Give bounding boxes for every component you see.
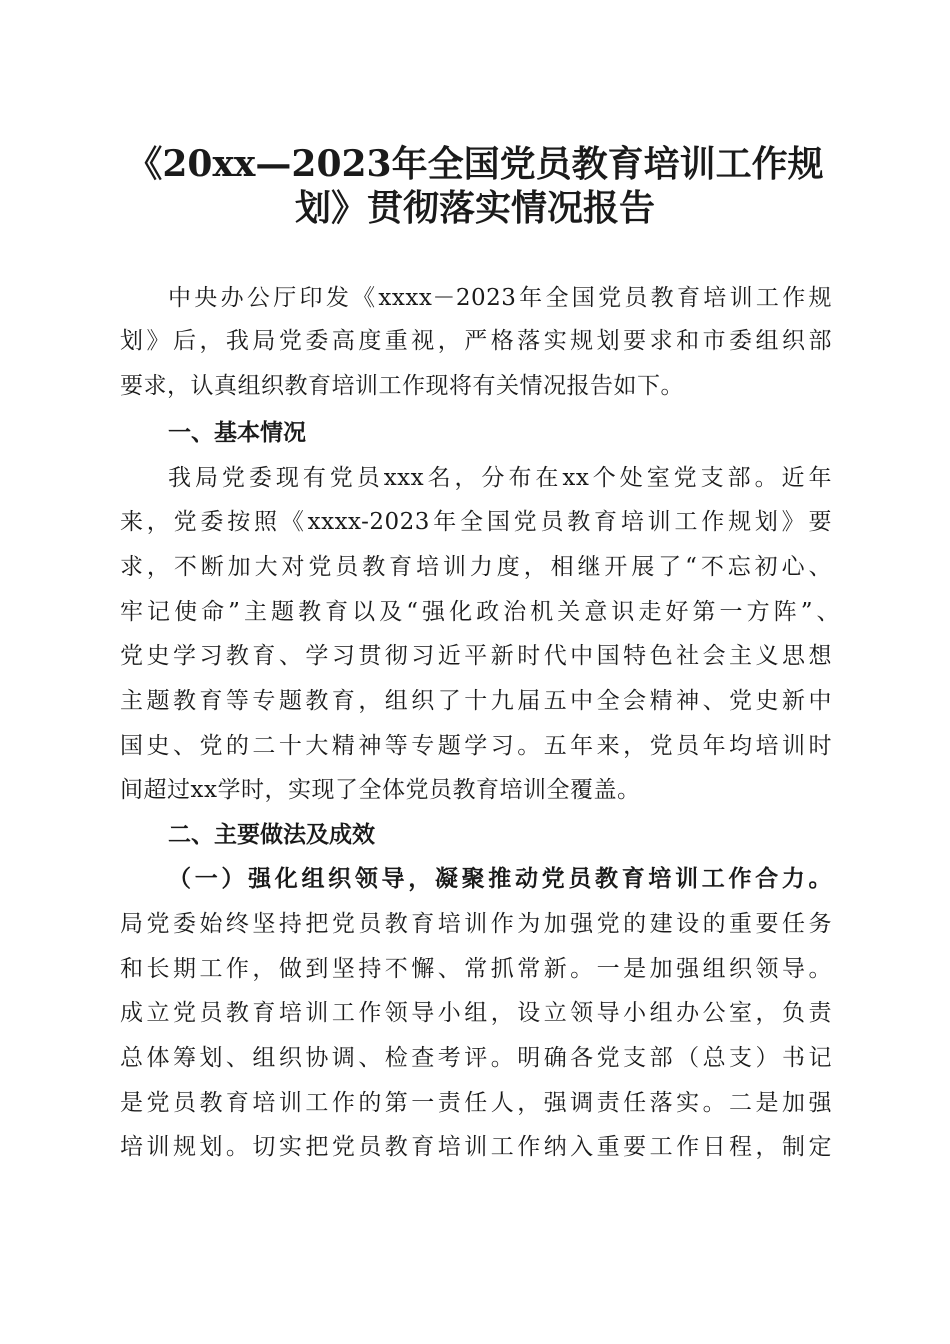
section2-line: 局党委始终坚持把党员教育培训作为加强党的建设的重要任务 [120,911,832,937]
intro-line: 划》后，我局党委高度重视，严格落实规划要求和市委组织部 [120,328,832,354]
section2-subheading-line: （一）强化组织领导，凝聚推动党员教育培训工作合力。 [168,866,832,892]
section1-line: 来，党委按照《xxxx-2023年全国党员教育培训工作规划》要 [120,509,832,535]
document-title-line-1: 《20xx—2023年全国党员教育培训工作规 [126,143,824,185]
section2-line: 总体筹划、组织协调、检查考评。明确各党支部（总支）书记 [120,1045,832,1071]
section1-line: 国史、党的二十大精神等专题学习。五年来，党员年均培训时 [120,733,832,759]
intro-line: 中央办公厅印发《xxxx－2023年全国党员教育培训工作规 [168,285,832,311]
section1-line: 党史学习教育、学习贯彻习近平新时代中国特色社会主义思想 [120,643,832,669]
section2-line: 是党员教育培训工作的第一责任人，强调责任落实。二是加强 [120,1090,832,1116]
intro-line: 要求，认真组织教育培训工作现将有关情况报告如下。 [120,373,684,399]
section1-line: 我局党委现有党员xxx名，分布在xx个处室党支部。近年 [168,465,832,491]
section1-line: 求，不断加大对党员教育培训力度，相继开展了“不忘初心、 [120,554,832,580]
section2-line: 和长期工作，做到坚持不懈、常抓常新。一是加强组织领导。 [120,956,832,982]
document-title-line-2: 划》贯彻落实情况报告 [294,187,655,229]
section1-line: 牢记使命”主题教育以及“强化政治机关意识走好第一方阵”、 [120,599,840,625]
section-heading-main-practices: 二、主要做法及成效 [168,822,375,848]
section1-line: 间超过xx学时，实现了全体党员教育培训全覆盖。 [120,777,641,803]
section-heading-basic-situation: 一、基本情况 [168,420,306,446]
section2-line: 培训规划。切实把党员教育培训工作纳入重要工作日程，制定 [120,1134,832,1160]
section1-line: 主题教育等专题教育，组织了十九届五中全会精神、党史新中 [120,688,832,714]
section2-line: 成立党员教育培训工作领导小组，设立领导小组办公室，负责 [120,1000,832,1026]
